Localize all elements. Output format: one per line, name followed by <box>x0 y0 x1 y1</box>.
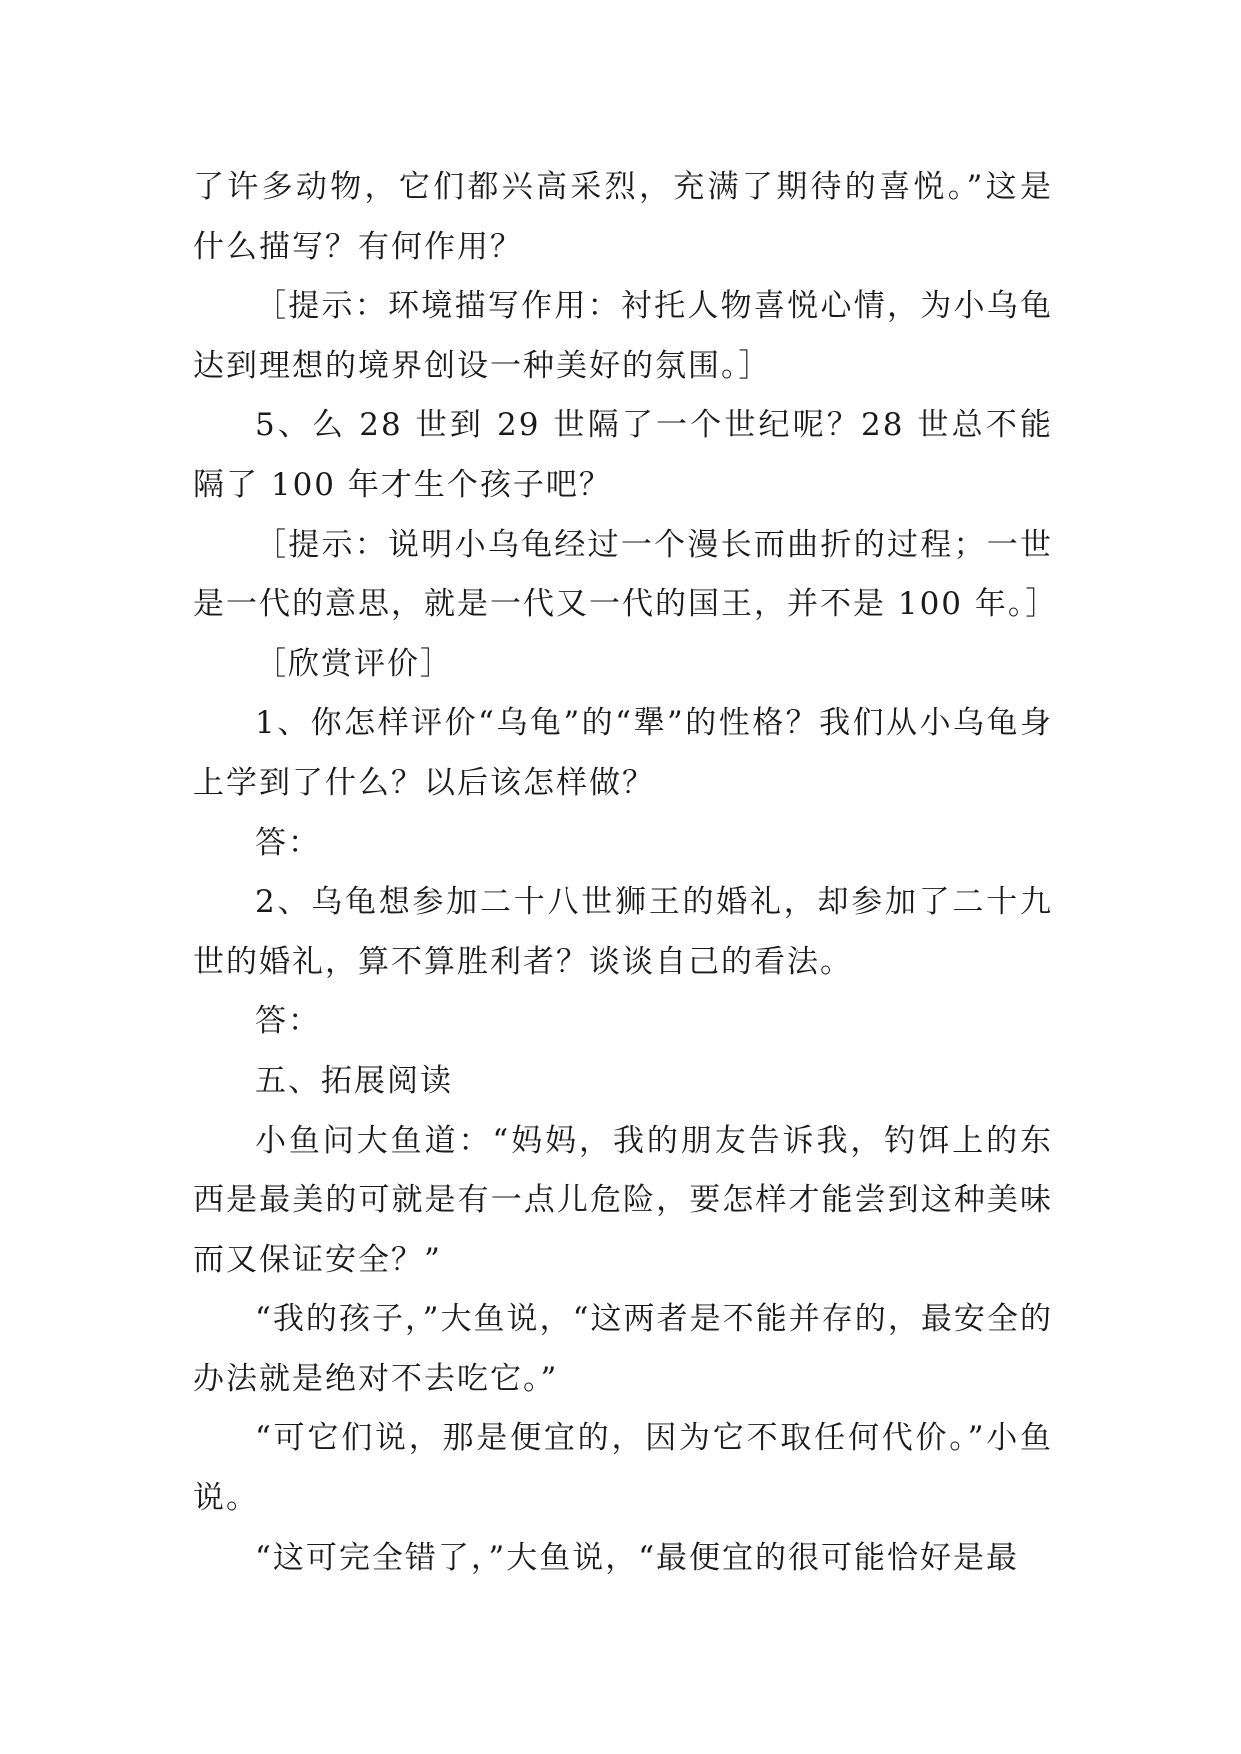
section-heading-appreciation: ［欣赏评价］ <box>255 645 453 682</box>
paragraph-story-3: “可它们说，那是便宜的，因为它不取任何代价。”小鱼说。 <box>193 1420 1053 1517</box>
answer-label-1: 答： <box>255 824 321 861</box>
paragraph-hint-generation: ［提示：说明小乌龟经过一个漫长而曲折的过程；一世是一代的意思，就是一代又一代的国王，并不是 100 年。］ <box>193 526 1059 623</box>
paragraph-story-1: 小鱼问大鱼道：“妈妈，我的朋友告诉我，钓饵上的东西是最美的可就是有一点儿危险，要怎样才能尝到这种美味而又保证安全？” <box>193 1122 1053 1278</box>
paragraph-question-2: 2、乌龟想参加二十八世狮王的婚礼，却参加了二十九世的婚礼，算不算胜利者？谈谈自己的看法。 <box>193 884 1053 980</box>
paragraph-question-1: 1、你怎样评价“乌龟”的“犟”的性格？我们从小乌龟身上学到了什么？以后该怎样做？ <box>193 705 1053 801</box>
section-heading-extended-reading: 五、拓展阅读 <box>255 1062 453 1099</box>
paragraph-hint-environment: ［提示：环境描写作用：衬托人物喜悦心情，为小乌龟达到理想的境界创设一种美好的氛围。］ <box>193 288 1053 384</box>
paragraph-description-question: 了许多动物，它们都兴高采烈，充满了期待的喜悦。”这是什么描写？有何作用？ <box>193 169 1053 265</box>
document-body <box>193 158 1059 1588</box>
paragraph-question-5: 5、么 28 世到 29 世隔了一个世纪呢？28 世总不能隔了 100 年才生个孩子吧？ <box>193 407 1053 503</box>
answer-label-2: 答： <box>255 1003 321 1040</box>
paragraph-story-2: “我的孩子，”大鱼说，“这两者是不能并存的，最安全的办法就是绝对不去吃它。” <box>193 1301 1053 1397</box>
paragraph-story-4: “这可完全错了，”大鱼说，“最便宜的很可能恰好是最 <box>255 1539 1020 1576</box>
